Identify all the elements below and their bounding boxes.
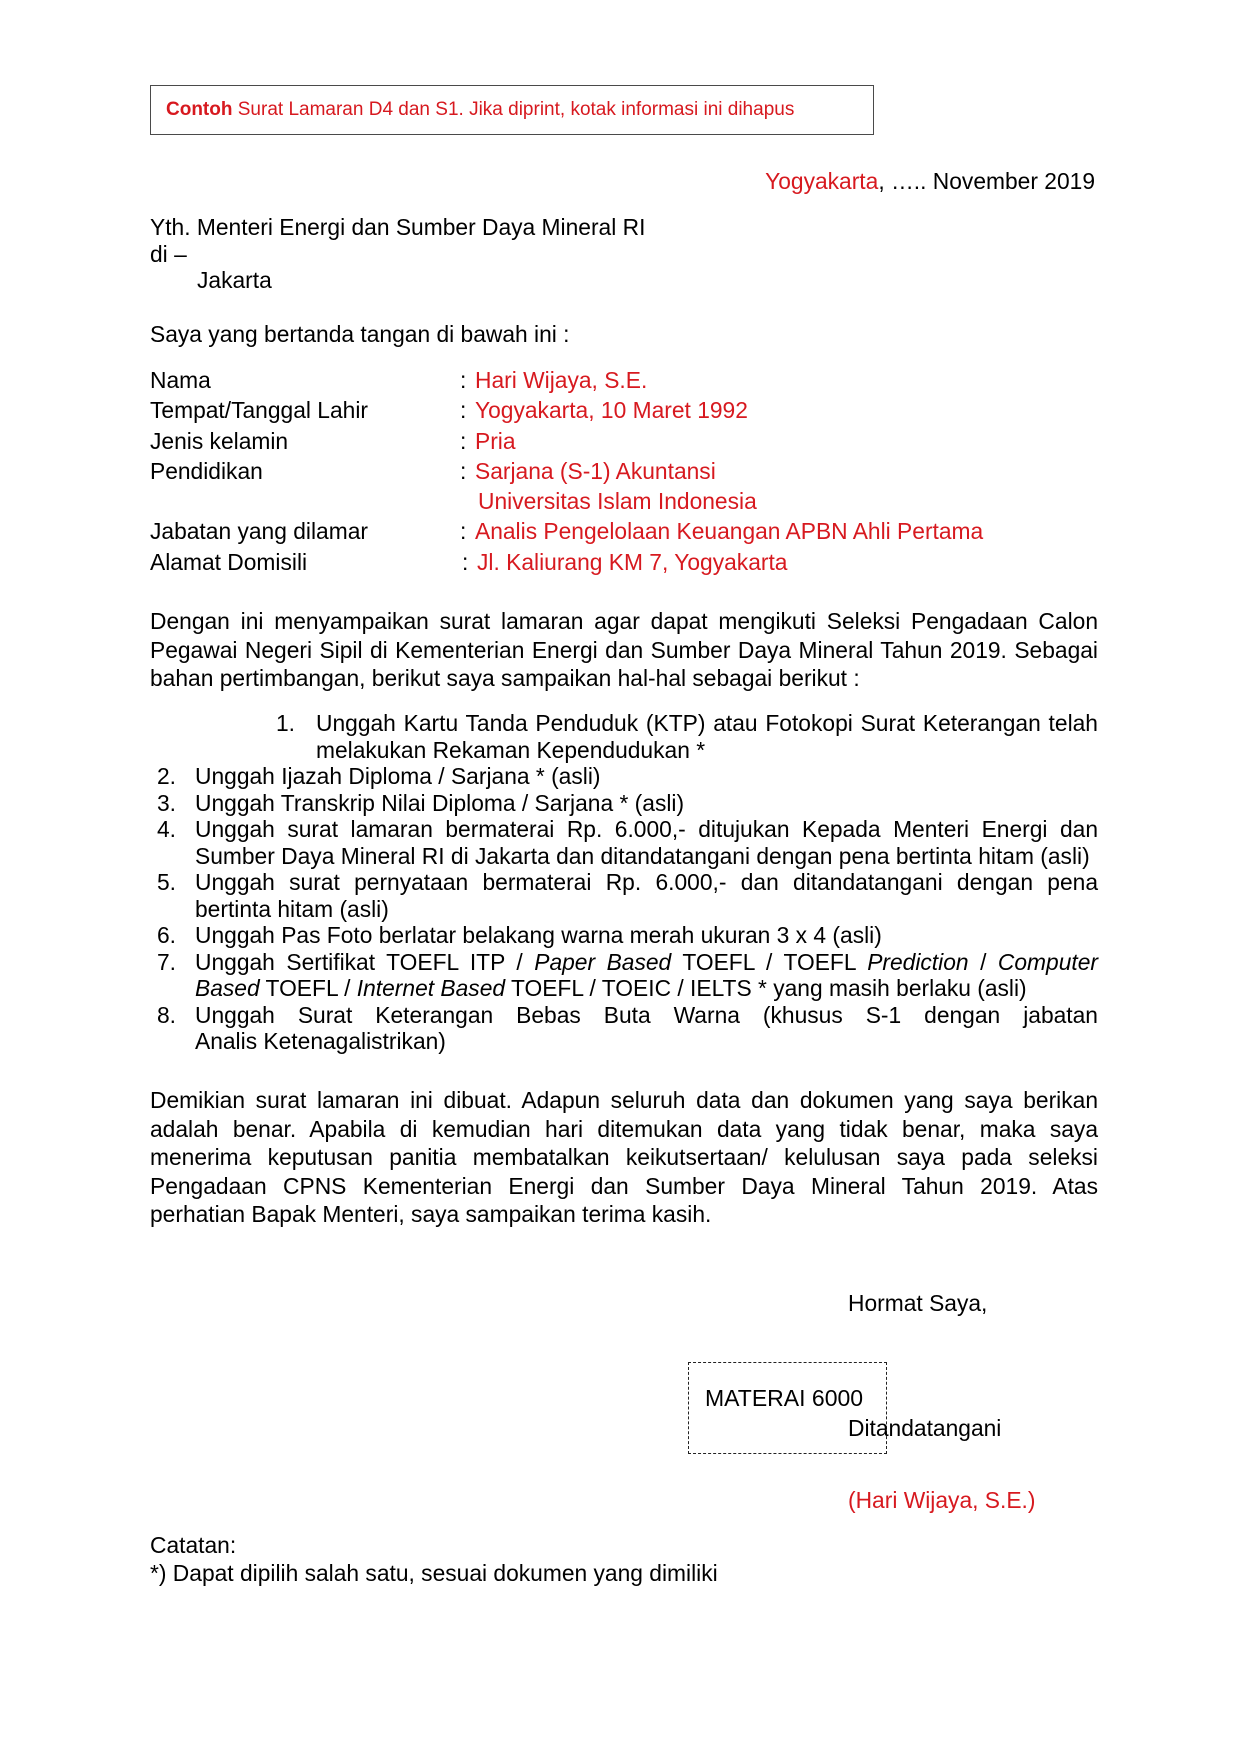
intro-sentence: Saya yang bertanda tangan di bawah ini : [150,321,570,347]
field-separator: : [462,548,469,575]
applicant-fields [150,365,1098,577]
date-rest: , ….. November 2019 [878,168,1095,194]
paragraph-line: menerima keputusan panitia membatalkan keikutsertaan/ kelulusan saya pada seleksi [150,1144,1098,1170]
italic-segment: Computer [997,948,1098,975]
field-separator: : [460,427,467,454]
field-label: Tempat/Tanggal Lahir [150,397,368,424]
field-value: Yogyakarta, 10 Maret 1992 [475,397,748,424]
requirements-list [150,710,1098,1055]
field-row-position [150,516,1098,546]
list-item-line: Unggah surat lamaran bermaterai Rp. 6.000,- ditujukan Kepada Menteri Energi dan [195,816,1098,842]
text-segment: Unggah Sertifikat TOEFL ITP / [195,948,535,975]
field-value: Jl. Kaliurang KM 7, Yogyakarta [477,548,788,575]
list-item [150,869,1098,922]
text-segment: / [968,948,998,975]
note-title: Catatan: [150,1532,237,1558]
notice-text: Surat Lamaran D4 dan S1. Jika diprint, kotak informasi ini dihapus [232,99,795,120]
list-item [150,816,1098,869]
list-item-line: Unggah surat pernyataan bermaterai Rp. 6.000,- dan ditandatangani dengan pena [195,869,1098,895]
paragraph-line: Dengan ini menyampaikan surat lamaran agar dapat mengikuti Seleksi Pengadaan Calon [150,608,1098,634]
list-number: 1. [276,710,296,736]
paragraph-line: perhatian Bapak Menteri, saya sampaikan terima kasih. [150,1201,712,1227]
list-item [150,949,1098,1002]
list-number: 8. [157,1001,177,1028]
notice-bold-word: Contoh [166,99,233,120]
list-item-line: Unggah Surat Keterangan Bebas Buta Warna (khusus S-1 dengan jabatan [195,1001,1098,1028]
field-row-gender [150,426,1098,456]
body-paragraph-2 [150,1086,1098,1229]
recipient-line-1: Yth. Menteri Energi dan Sumber Daya Mineral RI [150,214,646,240]
info-notice-box [150,85,874,135]
list-item-line: Unggah Pas Foto berlatar belakang warna merah ukuran 3 x 4 (asli) [195,922,882,948]
recipient-city: Jakarta [197,267,272,293]
list-item-line: melakukan Rekaman Kependudukan * [316,736,706,763]
list-item-line: bertinta hitam (asli) [195,895,389,922]
field-label: Jenis kelamin [150,427,289,454]
recipient-line-2: di – [150,240,187,267]
date-city: Yogyakarta [765,168,879,194]
field-separator: : [460,397,467,424]
list-item [150,763,1098,790]
field-value: Sarjana (S-1) Akuntansi [475,457,716,484]
list-number: 6. [157,922,177,948]
list-item-line: Unggah Kartu Tanda Penduduk (KTP) atau Fotokopi Surat Keterangan telah [316,710,1098,736]
list-item-line [195,949,1098,976]
text-segment: TOEFL / TOEIC / IELTS * yang masih berlaku (asli) [505,975,1027,1001]
italic-segment: Prediction [867,948,969,975]
paragraph-line: Pengadaan CPNS Kementerian Energi dan Sumber Daya Mineral Tahun 2019. Atas [150,1172,1098,1199]
list-item [150,790,1098,817]
list-item-line: Analis Ketenagalistrikan) [195,1028,446,1054]
field-row-birth [150,395,1098,425]
signer-name: (Hari Wijaya, S.E.) [848,1487,1036,1513]
field-separator: : [460,518,467,545]
list-number: 5. [157,869,177,895]
list-item-line: Unggah Ijazah Diploma / Sarjana * (asli) [195,763,601,789]
field-row-education [150,456,1098,486]
list-item [150,710,1098,763]
list-item-line: Unggah Transkrip Nilai Diploma / Sarjana * (asli) [195,789,685,816]
italic-segment: Internet Based [356,975,506,1001]
paragraph-line: Demikian surat lamaran ini dibuat. Adapun seluruh data dan dokumen yang saya berikan [150,1087,1098,1113]
signature-note: Ditandatangani [848,1415,1002,1441]
field-value: Analis Pengelolaan Keuangan APBN Ahli Pertama [475,518,984,545]
list-item-line: Sumber Daya Mineral RI di Jakarta dan ditandatangani dengan pena bertinta hitam (asli) [195,842,1090,869]
list-item [150,1002,1098,1055]
list-number: 4. [157,816,177,842]
recipient-block [150,214,1098,294]
letter-date [765,168,1095,194]
text-segment: TOEFL / TOEFL [671,948,868,975]
list-number: 2. [157,763,177,789]
italic-segment: Based [195,975,260,1001]
field-value: Pria [475,427,516,454]
paragraph-line: adalah benar. Apabila di kemudian hari ditemukan data yang tidak benar, maka saya [150,1115,1098,1142]
list-item [150,922,1098,949]
list-item-line [195,975,1098,1002]
field-label: Alamat Domisili [150,548,308,575]
field-label: Pendidikan [150,457,263,484]
closing-salutation: Hormat Saya, [848,1290,988,1316]
field-label: Jabatan yang dilamar [150,518,368,545]
list-number: 7. [157,948,177,975]
paragraph-line: bahan pertimbangan, berikut saya sampaikan hal-hal sebagai berikut : [150,665,860,691]
stamp-label: MATERAI 6000 [705,1385,864,1411]
body-paragraph-1 [150,607,1098,693]
text-segment: TOEFL / [259,975,357,1001]
field-value: Hari Wijaya, S.E. [475,367,648,393]
italic-segment: Paper Based [534,948,672,975]
field-separator: : [460,367,467,393]
field-row-address [150,547,1098,577]
field-label: Nama [150,367,211,393]
paragraph-line: Pegawai Negeri Sipil di Kementerian Energi dan Sumber Daya Mineral Tahun 2019. Sebagai [150,636,1098,663]
field-row-name [150,365,1098,395]
field-separator: : [460,457,467,484]
field-value-continued: Universitas Islam Indonesia [478,488,757,515]
list-number: 3. [157,789,177,816]
field-row-education-university [150,486,1098,516]
note-text: *) Dapat dipilih salah satu, sesuai dokumen yang dimiliki [150,1560,718,1586]
